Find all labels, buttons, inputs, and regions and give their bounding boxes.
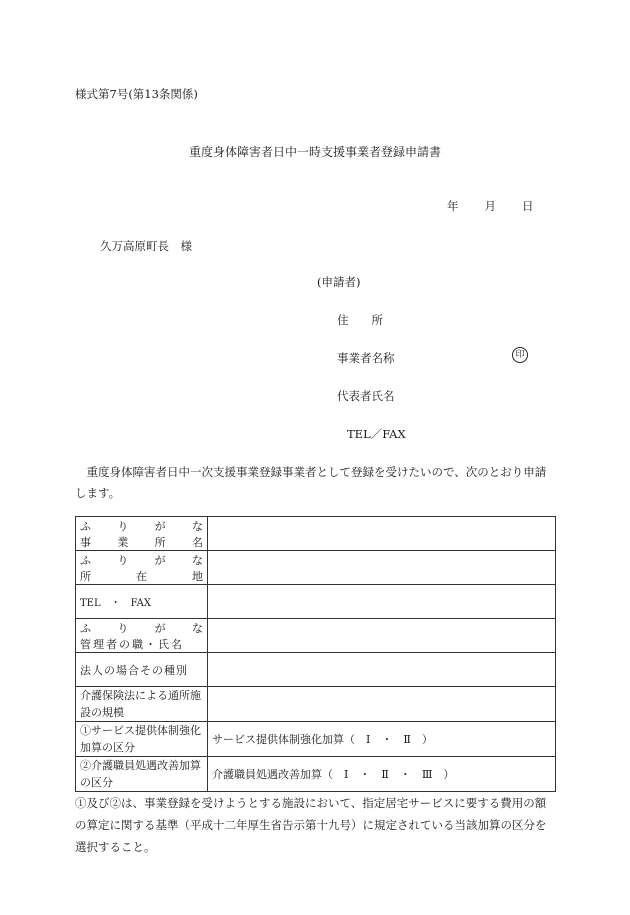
date-day: 日 xyxy=(522,199,534,213)
table-row xyxy=(76,517,556,551)
form-number: 様式第7号(第13条関係) xyxy=(75,87,198,101)
label-service-addition: ①サービス提供体制強化加算の区分 xyxy=(76,722,208,757)
registration-table xyxy=(75,516,556,792)
date-month: 月 xyxy=(484,199,496,213)
table-row xyxy=(76,619,556,653)
label-location xyxy=(76,551,208,585)
date-line xyxy=(447,198,534,214)
staff-treatment-addition-field[interactable]: 介護職員処遇改善加算（ Ⅰ ・ Ⅱ ・ Ⅲ ） xyxy=(208,757,556,792)
telfax-label: TEL／FAX xyxy=(347,427,406,441)
label-char: 所 xyxy=(154,535,166,549)
label-char: な xyxy=(191,519,203,533)
corporation-type-field[interactable] xyxy=(208,653,556,687)
table-row xyxy=(76,687,556,722)
date-year: 年 xyxy=(447,199,459,213)
label-char: が xyxy=(154,621,166,635)
label-char: り xyxy=(117,519,129,533)
business-name-label: 事業者名称 xyxy=(337,351,395,365)
label-manager xyxy=(76,619,208,653)
label-char: 地 xyxy=(192,569,203,583)
label-char: ふ xyxy=(80,553,91,567)
label-char: 業 xyxy=(117,535,129,549)
representative-label: 代表者氏名 xyxy=(337,389,395,403)
addressee: 久万高原町長 様 xyxy=(100,239,192,253)
label-char: 在 xyxy=(136,569,147,583)
label-text-row xyxy=(80,534,203,550)
furigana-row xyxy=(80,620,203,636)
label-corporation-type: 法人の場合その種別 xyxy=(76,653,208,687)
office-name-field[interactable] xyxy=(208,517,556,551)
label-char: り xyxy=(117,553,129,567)
label-char: り xyxy=(117,621,129,635)
intro-paragraph: 重度身体障害者日中一次支援事業登録事業者として登録を受けたいので、次のとおり申請します。 xyxy=(75,465,547,500)
location-field[interactable] xyxy=(208,551,556,585)
service-addition-field[interactable]: サービス提供体制強化加算（ Ⅰ ・ Ⅱ ） xyxy=(208,722,556,757)
label-office-name xyxy=(76,517,208,551)
label-staff-treatment-addition: ②介護職員処遇改善加算の区分 xyxy=(76,757,208,792)
label-tel-fax: TEL ・ FAX xyxy=(76,585,208,619)
label-facility-scale: 介護保険法による通所施設の規模 xyxy=(76,687,208,722)
table-row xyxy=(76,585,556,619)
label-char: が xyxy=(154,519,166,533)
label-char: な xyxy=(191,621,203,635)
label-char: が xyxy=(154,553,166,567)
label-text-row: 管理者の職・氏名 xyxy=(80,637,184,651)
label-char: な xyxy=(191,553,203,567)
table-row xyxy=(76,551,556,585)
tel-fax-field[interactable] xyxy=(208,585,556,619)
applicant-heading: (申請者) xyxy=(317,275,361,289)
manager-field[interactable] xyxy=(208,619,556,653)
table-row xyxy=(76,653,556,687)
furigana-row xyxy=(80,552,203,568)
facility-scale-field[interactable] xyxy=(208,687,556,722)
seal-mark: 印 xyxy=(512,347,528,363)
label-char: 名 xyxy=(191,535,203,549)
furigana-row xyxy=(80,518,203,534)
label-char: ふ xyxy=(80,519,91,533)
label-char: 事 xyxy=(80,535,91,549)
label-char: ふ xyxy=(80,621,91,635)
label-char: 所 xyxy=(80,569,91,583)
label-text-row xyxy=(80,568,203,584)
footnote: ①及び②は、事業登録を受けようとする施設において、指定居宅サービスに要する費用の額の算定に関する基準（平成十二年厚生省告示第十九号）に規定されている当該加算の区分を選択すること。 xyxy=(75,796,547,854)
table-row xyxy=(76,757,556,792)
table-row xyxy=(76,722,556,757)
document-title: 重度身体障害者日中一時支援事業者登録申請書 xyxy=(188,145,441,159)
address-label: 住 所 xyxy=(337,313,383,327)
